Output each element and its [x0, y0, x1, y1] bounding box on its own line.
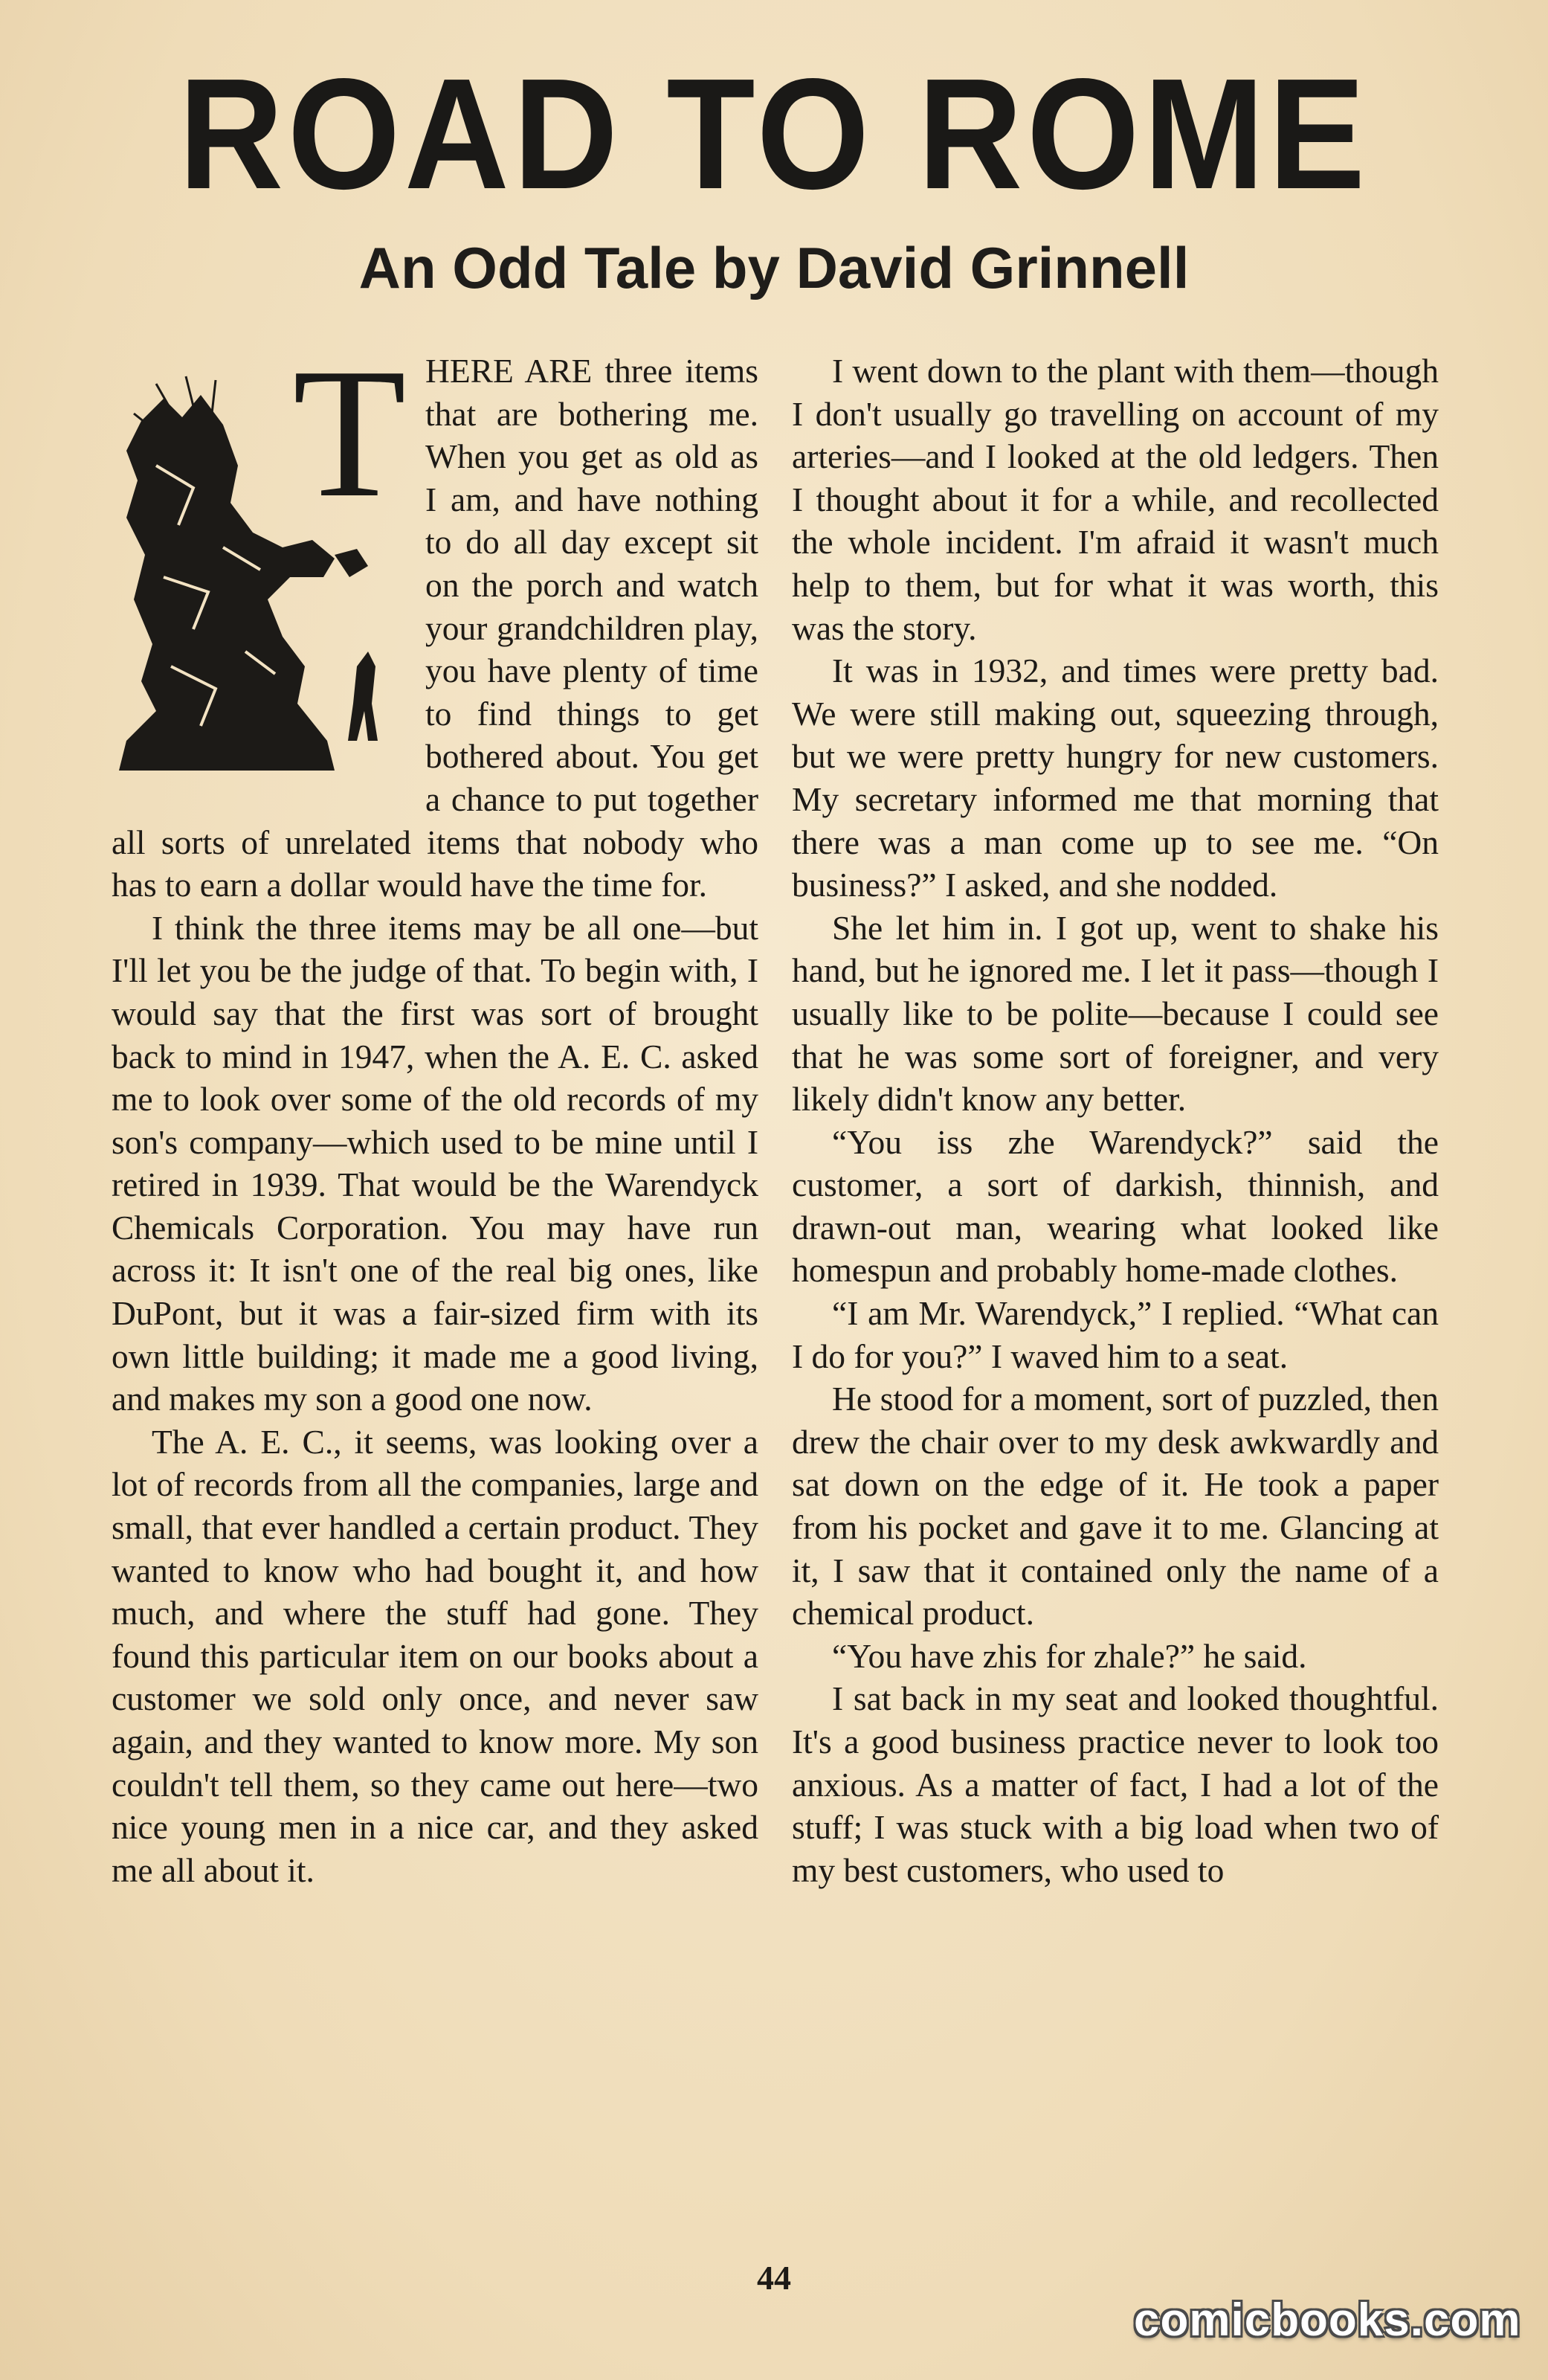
drop-cap-illustration [112, 330, 409, 785]
page-number: 44 [757, 2259, 791, 2297]
paragraph: “You iss zhe Warendyck?” said the customer, a sort of darkish, thinnish, and drawn-out man, wearing what looked like homespun and probably home-made clothes. [792, 1122, 1439, 1290]
paragraph: “I am Mr. Warendyck,” I replied. “What can I do for you?” I waved him to a seat. [792, 1294, 1439, 1375]
paragraph: The A. E. C., it seems, was looking over a lot of records from all the companies, large and small, that ever handled a certain product. They wanted to know who had bought it, and how much, and where the stuff had gone. They found this particular item on our books about a customer we sold only once, and never saw again, and they wanted to know more. My son couldn't tell them, so they came out here—two nice young men in a nice car, and they asked me all about it. [112, 1422, 758, 1889]
right-column [792, 350, 1439, 1891]
story-title: ROAD TO ROME [178, 45, 1370, 222]
paragraph: HERE ARE three items that are bothering me. When you get as old as I am, and have nothing to do all day except sit on the porch and watch your grandchildren play, you have plenty of time to find things to get bothered about. You get a chance to put together all sorts of unrelated items that nobody who has to earn a dollar would have the time for. [112, 352, 758, 904]
paragraph: He stood for a moment, sort of puzzled, then drew the chair over to my desk awkwardly and sat down on the edge of it. He took a paper from his pocket and gave it to me. Glancing at it, I saw that it contained only the name of a chemical product. [792, 1380, 1439, 1633]
left-column [112, 330, 758, 1891]
paragraph: I sat back in my seat and looked thoughtful. It's a good business practice never to look too anxious. As a matter of fact, I had a lot of the stuff; I was stuck with a big load when two of my best customers, who used to [792, 1679, 1439, 1889]
watermark: comicbooks.com [1134, 2294, 1521, 2346]
paragraph: I think the three items may be all one—but I'll let you be the judge of that. To begin with, I would say that the first was sort of brought back to mind in 1947, when the A. E. C. asked me to look over some of the old records of my son's company—which used to be mine until I retired in 1939. That would be the Warendyck Chemicals Corporation. You may have run across it: It isn't one of the real big ones, like DuPont, but it was a fair-sized firm with its own little building; it made me a good living, and makes my son a good one now. [112, 908, 758, 1418]
drop-cap-letter: T [292, 330, 407, 536]
paragraph: It was in 1932, and times were pretty bad. We were still making out, squeezing through, but we were pretty hungry for new customers. My secretary informed me that morning that there was a man come up to see me. “On business?” I asked, and she nodded. [792, 652, 1439, 904]
paragraph: “You have zhis for zhale?” he said. [832, 1636, 1307, 1675]
paragraph: I went down to the plant with them—though I don't usually go travelling on account of my arteries—and I looked at the old ledgers. Then I thought about it for a while, and recollected the whole incident. I'm afraid it wasn't much help to them, but for what it was worth, this was the story. [792, 352, 1439, 647]
story-byline: An Odd Tale by David Grinnell [358, 235, 1190, 300]
paragraph: She let him in. I got up, went to shake his hand, but he ignored me. I let it pass—though I usually like to be polite—because I could see that he was some sort of foreigner, and very likely didn't know any better. [792, 908, 1439, 1119]
